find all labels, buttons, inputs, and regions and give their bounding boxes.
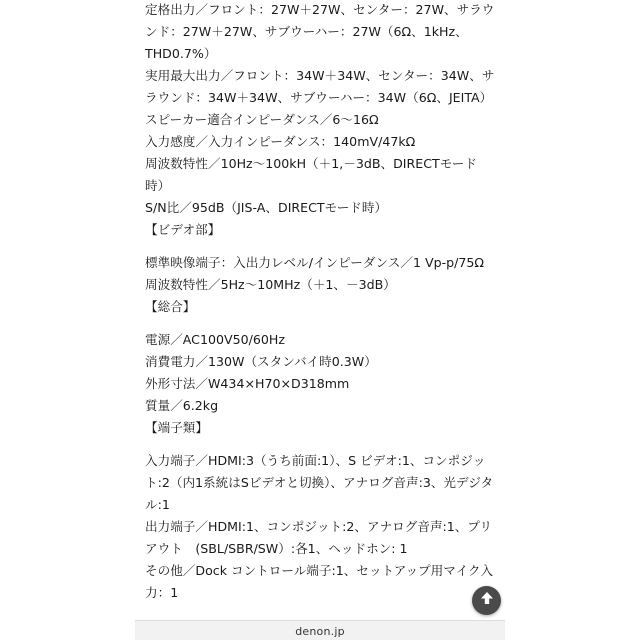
power-source: 電源／AC100V50/60Hz [145, 332, 285, 347]
audio-frequency-response: 周波数特性／10Hz〜100kH（＋1,－3dB、DIRECTモード時） [145, 156, 477, 193]
dimensions: 外形寸法／W434×H70×D318mm [145, 376, 350, 391]
power-consumption: 消費電力／130W（スタンバイ時0.3W） [145, 354, 377, 369]
video-section-heading: 【ビデオ部】 [145, 222, 221, 237]
input-terminals: 入力端子／HDMI:3（うち前面:1）、S ビデオ:1、コンポジット:2（内1系統はSビデオと切換）、アナログ音声:3、光デジタル:1 [145, 453, 494, 512]
output-terminals: 出力端子／HDMI:1、コンポジット:2、アナログ音声:1、プリアウト (SBL/SBR/SW）:各1、ヘッドホン: 1 [145, 519, 493, 556]
sn-ratio: S/N比／95dB（JIS-A、DIRECTモード時） [145, 200, 388, 215]
other-terminals: その他／Dock コントロール端子:1、セットアップ用マイク入力：1 [145, 563, 494, 600]
speaker-impedance: スピーカー適合インピーダンス／6〜16Ω [145, 112, 379, 127]
max-output: 実用最大出力／フロント：34W＋34W、センター：34W、サラウンド：34W＋34W、サブウーハー：34W（6Ω、JEITA） [145, 68, 495, 105]
webpage-viewport [135, 0, 505, 640]
video-standard-terminal: 標準映像端子：入出力レベル/インピーダンス／1 Vp-p/75Ω [145, 255, 485, 270]
spec-text [145, 0, 495, 604]
input-sensitivity: 入力感度／入力インピーダンス：140mV/47kΩ [145, 134, 416, 149]
terminals-section-heading: 【端子類】 [145, 420, 208, 435]
scroll-to-top-button[interactable] [472, 586, 501, 615]
rated-output: 定格出力／フロント：27W＋27W、センター：27W、サラウンド：27W＋27W、サブウーハー：27W（6Ω、1kHz、THD0.7%） [145, 2, 495, 61]
general-section-heading: 【総合】 [145, 299, 196, 314]
weight: 質量／6.2kg [145, 398, 219, 413]
video-frequency-response: 周波数特性／5Hz〜10MHz（＋1、－3dB） [145, 277, 396, 292]
arrow-up-icon [479, 590, 495, 611]
browser-address-bar[interactable] [135, 620, 505, 640]
page-url[interactable]: denon.jp [295, 624, 345, 638]
